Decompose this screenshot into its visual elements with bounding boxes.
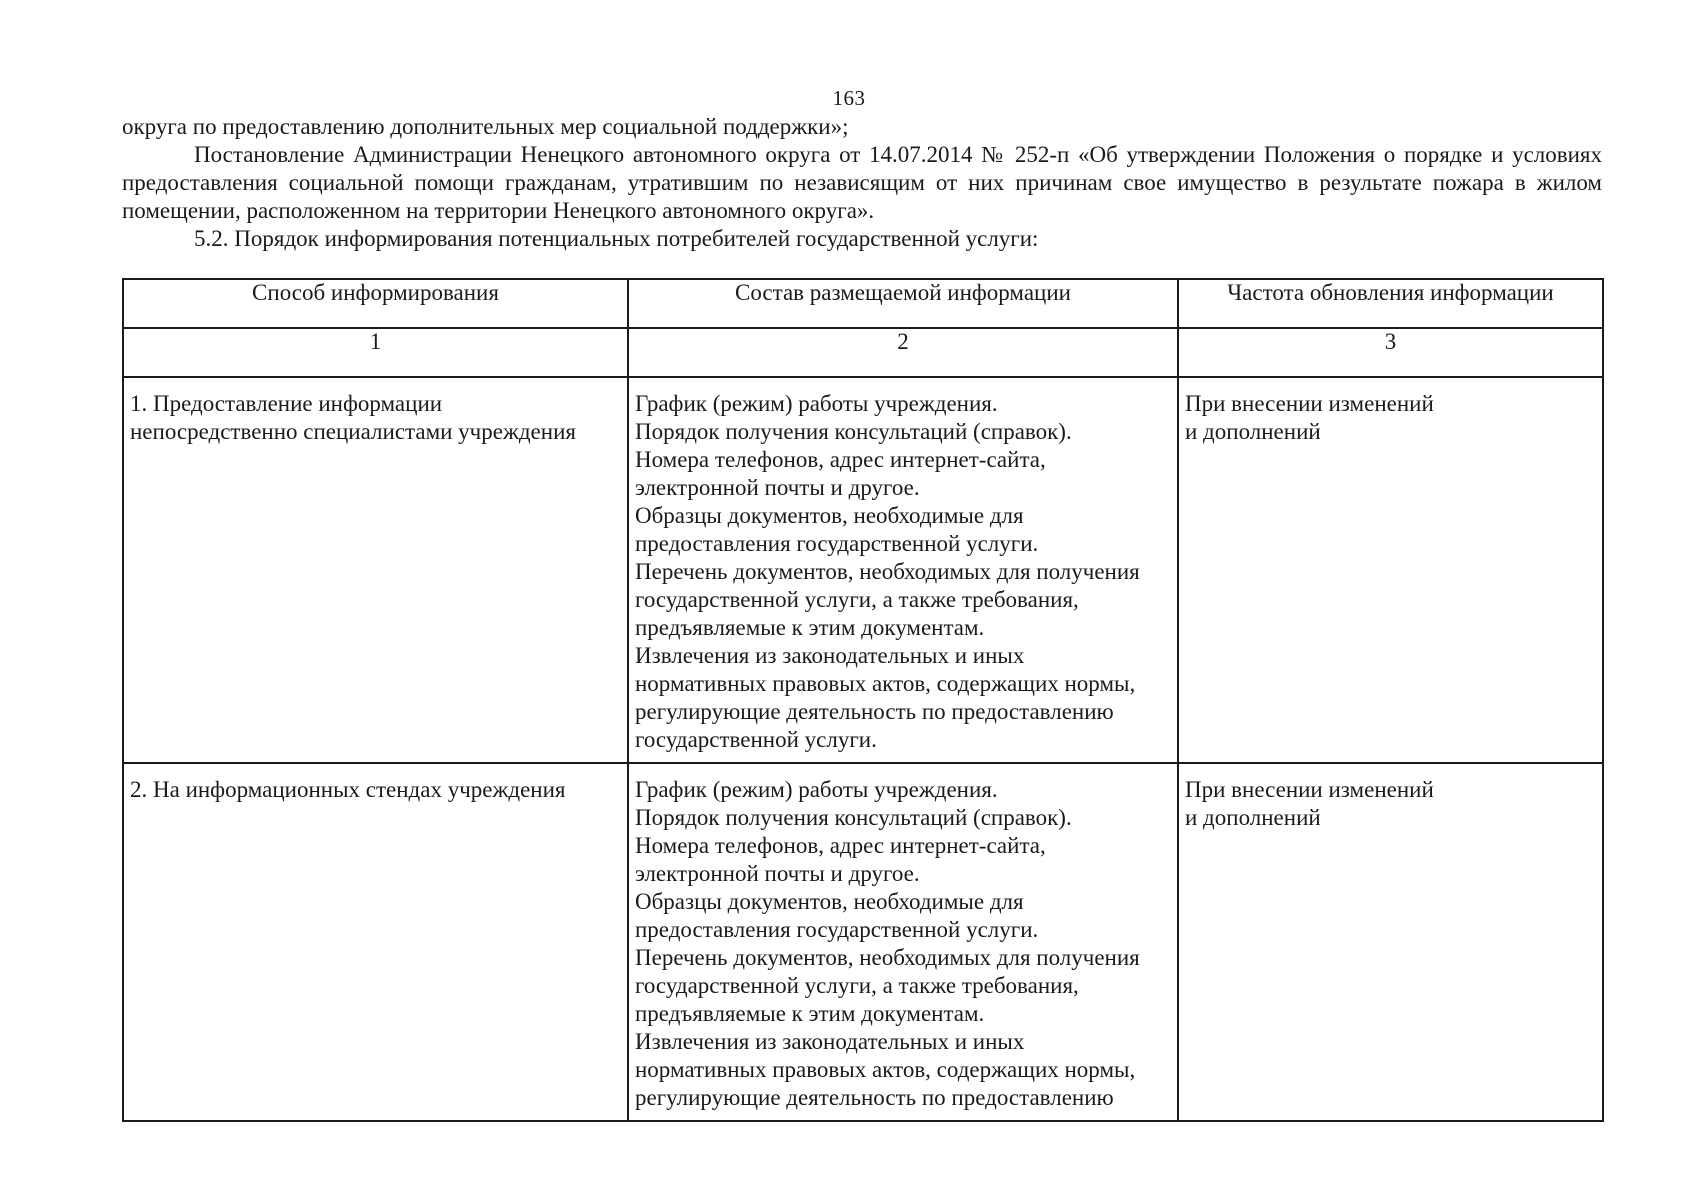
content-line: государственной услуги, а также требования, [635, 973, 1079, 998]
content-line: Перечень документов, необходимых для получения [635, 945, 1140, 970]
content-line: предъявляемые к этим документам. [635, 1001, 985, 1026]
content-line: предоставления государственной услуги. [635, 917, 1039, 942]
page-number: 163 [832, 86, 866, 110]
frequency-line: При внесении изменений [1185, 391, 1434, 416]
table-row [123, 377, 1603, 763]
method-line: 2. На информационных стендах учреждения [130, 777, 566, 802]
cell-method [123, 377, 628, 763]
method-line: непосредственно специалистами учреждения [130, 419, 576, 444]
content-line: электронной почты и другое. [635, 861, 920, 886]
content-line: электронной почты и другое. [635, 475, 920, 500]
content-line: Образцы документов, необходимые для [635, 503, 1024, 528]
cell-content [628, 763, 1178, 1121]
content-line: государственной услуги. [635, 727, 877, 752]
cell-frequency [1178, 763, 1603, 1121]
content-line: предоставления государственной услуги. [635, 531, 1039, 556]
prose-paragraph-section-5-2: 5.2. Порядок информирования потенциальных потребителей государственной услуги: [194, 226, 1039, 251]
prose-line-1: округа по предоставлению дополнительных мер социальной поддержки»; [122, 114, 849, 139]
content-line: График (режим) работы учреждения. [635, 391, 998, 416]
content-line: Извлечения из законодательных и иных [635, 1029, 1025, 1054]
content-line: График (режим) работы учреждения. [635, 777, 998, 802]
content-line: предъявляемые к этим документам. [635, 615, 985, 640]
method-line: 1. Предоставление информации [130, 391, 443, 416]
column-number-2: 2 [628, 328, 1178, 377]
content-line: Образцы документов, необходимые для [635, 889, 1024, 914]
content-line: Номера телефонов, адрес интернет-сайта, [635, 833, 1046, 858]
content-line: Перечень документов, необходимых для получения [635, 559, 1140, 584]
table-number-row [123, 328, 1603, 377]
information-table [122, 278, 1604, 1122]
column-number-3: 3 [1178, 328, 1603, 377]
content-line: государственной услуги, а также требования, [635, 587, 1079, 612]
content-line: нормативных правовых актов, содержащих нормы, [635, 671, 1136, 696]
content-line: регулирующие деятельность по предоставлению [635, 699, 1114, 724]
header-frequency: Частота обновления информации [1178, 279, 1603, 328]
prose-paragraph-resolution: Постановление Администрации Ненецкого автономного округа от 14.07.2014 № 252-п «Об утверждении Положения о порядке и условиях предоставления социальной помощи гражданам, утратившим по независящим от них причинам свое имущество в результате пожара в жилом помещении, расположенном на территории Ненецкого автономного округа». [122, 142, 1602, 223]
cell-method [123, 763, 628, 1121]
content-line: регулирующие деятельность по предоставлению [635, 1085, 1114, 1110]
content-line: Извлечения из законодательных и иных [635, 643, 1025, 668]
frequency-line: При внесении изменений [1185, 777, 1434, 802]
prose-block [122, 113, 1602, 253]
cell-content [628, 377, 1178, 763]
header-method: Способ информирования [123, 279, 628, 328]
header-content: Состав размещаемой информации [628, 279, 1178, 328]
content-line: Номера телефонов, адрес интернет-сайта, [635, 447, 1046, 472]
table-header-row [123, 279, 1603, 328]
content-line: Порядок получения консультаций (справок). [635, 805, 1072, 830]
content-line: нормативных правовых актов, содержащих нормы, [635, 1057, 1136, 1082]
column-number-1: 1 [123, 328, 628, 377]
cell-frequency [1178, 377, 1603, 763]
content-line: Порядок получения консультаций (справок). [635, 419, 1072, 444]
table-row [123, 763, 1603, 1121]
frequency-line: и дополнений [1185, 805, 1321, 830]
frequency-line: и дополнений [1185, 419, 1321, 444]
